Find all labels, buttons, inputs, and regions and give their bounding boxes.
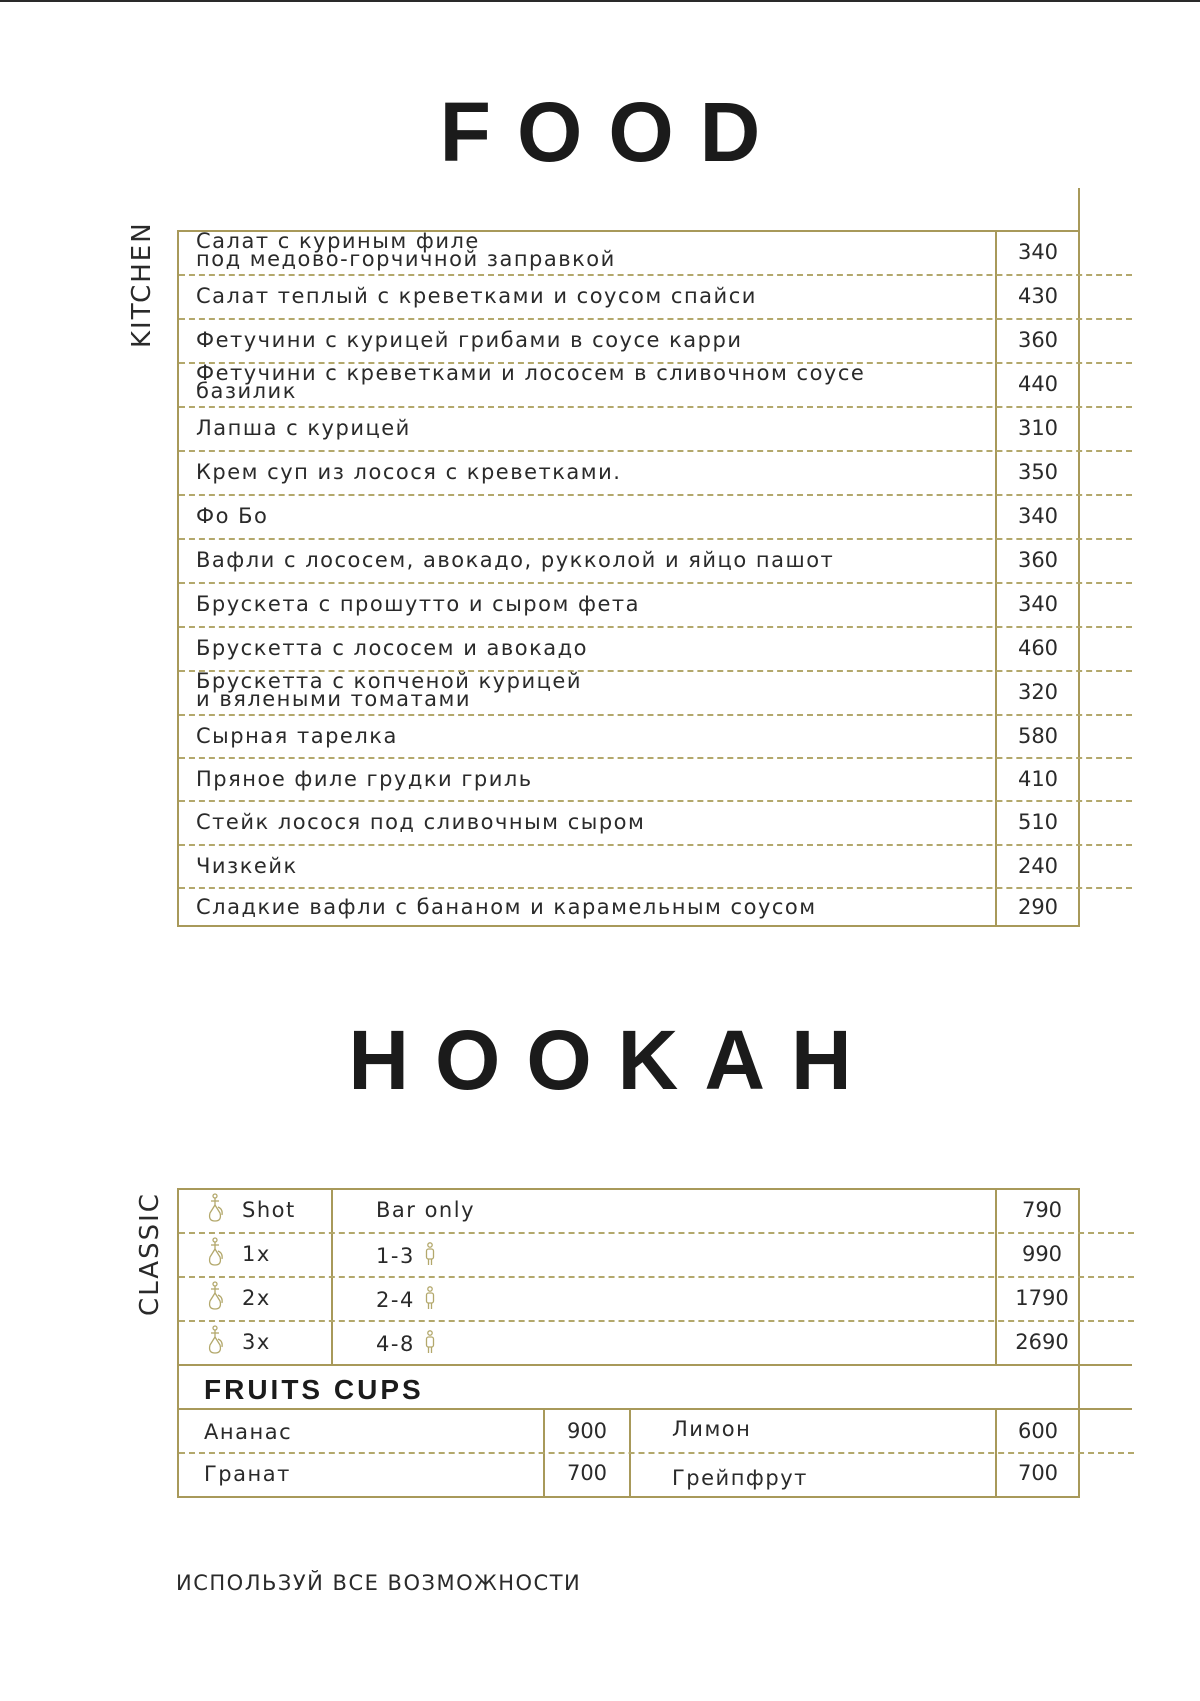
person-icon: [423, 1330, 437, 1354]
food-row-divider: [179, 538, 1132, 540]
food-item-price: 440: [1017, 372, 1059, 396]
food-item-price: 320: [1017, 680, 1059, 704]
hookah-row-divider: [179, 1320, 1134, 1322]
top-border: [0, 0, 1200, 2]
food-row-divider: [179, 714, 1132, 716]
food-item-price: 360: [1017, 548, 1059, 572]
slogan: ИСПОЛЬЗУЙ ВСЕ ВОЗМОЖНОСТИ: [176, 1571, 582, 1595]
hookah-row-divider: [179, 1232, 1134, 1234]
fruit-price: 900: [566, 1419, 608, 1443]
food-row-divider: [179, 450, 1132, 452]
food-item-price: 340: [1017, 504, 1059, 528]
fruit-price: 700: [1017, 1461, 1059, 1485]
hookah-guests-label: Bar only: [376, 1198, 476, 1222]
food-item-name-line: Фо Бо: [196, 504, 269, 528]
food-item-name-line: Брускета с прошутто и сыром фета: [196, 592, 640, 616]
fruit-name: Лимон: [672, 1417, 752, 1441]
food-item-name: [196, 550, 976, 570]
food-item-name-line: Сырная тарелка: [196, 723, 398, 748]
food-item-price: 580: [1017, 723, 1059, 748]
hookah-title: HOOKAH: [348, 1013, 878, 1107]
food-item-price: 340: [1017, 240, 1059, 264]
food-item-name: [196, 330, 976, 350]
hookah-size: Shot: [242, 1198, 296, 1222]
food-price-column-divider: [995, 230, 997, 927]
hookah-price: 2690: [1015, 1330, 1069, 1354]
food-item-name: [196, 812, 976, 832]
food-item-price: 430: [1017, 284, 1059, 308]
food-item-name: [196, 229, 976, 271]
food-row-divider: [179, 800, 1132, 802]
food-item-price: 510: [1017, 810, 1059, 834]
food-row-divider: [179, 757, 1132, 759]
hookah-size: 1x: [242, 1242, 271, 1266]
food-item-name: [196, 638, 976, 658]
food-item-name: [196, 361, 976, 403]
fruit-price: 600: [1017, 1419, 1059, 1443]
food-row-divider: [179, 582, 1132, 584]
food-item-name-line: базилик: [196, 379, 297, 403]
hookah-guests: [376, 1330, 437, 1356]
hookah-guests: [376, 1286, 437, 1312]
food-row-divider: [179, 318, 1132, 320]
food-item-name: [196, 462, 976, 482]
food-item-name: [196, 506, 976, 526]
food-item-price: 350: [1017, 460, 1059, 484]
food-item-name-line: Салат теплый с креветками и соусом спайси: [196, 284, 757, 308]
food-row-divider: [179, 274, 1132, 276]
hookah-icon: [206, 1325, 224, 1355]
hookah-guests-label: 1-3: [376, 1244, 415, 1268]
food-item-name-line: Фетучини с курицей грибами в соусе карри: [196, 328, 743, 352]
hookah-guests: [376, 1242, 437, 1268]
fruit-price: 700: [566, 1461, 608, 1485]
hookah-section-divider: [177, 1364, 1132, 1366]
food-item-price: 310: [1017, 416, 1059, 440]
food-item-name-line: Фетучини с креветками и лососем в сливочном соусе: [196, 361, 866, 385]
person-icon: [423, 1242, 437, 1266]
hookah-price: 790: [1021, 1198, 1063, 1222]
food-item-name-line: Брускетта с лососем и авокадо: [196, 636, 589, 660]
food-item-name-line: и вялеными томатами: [196, 687, 472, 711]
fruit-name: Гранат: [204, 1462, 291, 1486]
hookah-price: 990: [1021, 1242, 1063, 1266]
food-row-divider: [179, 844, 1132, 846]
hookah-row-divider: [179, 1276, 1134, 1278]
fruits-header-divider: [177, 1408, 1132, 1410]
fruit-name: Грейпфрут: [672, 1466, 808, 1490]
food-title: FOOD: [439, 85, 787, 179]
food-row-divider: [179, 406, 1132, 408]
food-item-name: [196, 286, 976, 306]
food-item-name: [196, 723, 976, 748]
food-item-name: [196, 897, 976, 917]
hookah-guests-label: 2-4: [376, 1288, 415, 1312]
fruits-cups-title: FRUITS CUPS: [204, 1374, 424, 1405]
hookah-icon: [206, 1193, 224, 1223]
food-item-price: 340: [1017, 592, 1059, 616]
classic-section-label: CLASSIC: [135, 1192, 165, 1316]
food-item-name-line: Вафли с лососем, авокадо, рукколой и яйцо пашот: [196, 548, 835, 572]
hookah-guests: [376, 1198, 475, 1222]
food-item-name-line: под медово-горчичной заправкой: [196, 247, 616, 271]
food-row-divider: [179, 887, 1132, 889]
hookah-price: 1790: [1015, 1286, 1069, 1310]
kitchen-section-label: KITCHEN: [127, 221, 157, 348]
food-item-name-line: Салат с куриным филе: [196, 229, 480, 253]
food-item-name-line: Крем суп из лосося с креветками.: [196, 460, 622, 484]
food-item-price: 240: [1017, 853, 1059, 878]
food-item-name-line: Брускетта с копченой курицей: [196, 669, 582, 693]
hookah-size: 2x: [242, 1286, 271, 1310]
food-row-divider: [179, 626, 1132, 628]
fruit-name: Ананас: [204, 1420, 293, 1444]
food-item-name-line: Пряное филе грудки гриль: [196, 766, 533, 791]
food-item-name-line: Сладкие вафли с бананом и карамельным соусом: [196, 895, 817, 919]
food-item-name: [196, 766, 976, 791]
food-item-price: 360: [1017, 328, 1059, 352]
food-item-price: 410: [1017, 766, 1059, 791]
fruits-row-divider: [179, 1452, 1134, 1454]
food-item-name: [196, 418, 976, 438]
person-icon: [423, 1286, 437, 1310]
food-item-name-line: Лапша с курицей: [196, 416, 411, 440]
food-item-name: [196, 594, 976, 614]
food-item-name: [196, 669, 976, 711]
food-item-name-line: Чизкейк: [196, 853, 298, 878]
hookah-icon: [206, 1281, 224, 1311]
food-item-name: [196, 853, 976, 878]
hookah-guests-label: 4-8: [376, 1332, 415, 1356]
food-row-divider: [179, 494, 1132, 496]
food-item-name-line: Стейк лосося под сливочным сыром: [196, 810, 646, 834]
hookah-size: 3x: [242, 1330, 271, 1354]
hookah-icon: [206, 1237, 224, 1267]
food-item-price: 290: [1017, 895, 1059, 919]
food-item-price: 460: [1017, 636, 1059, 660]
